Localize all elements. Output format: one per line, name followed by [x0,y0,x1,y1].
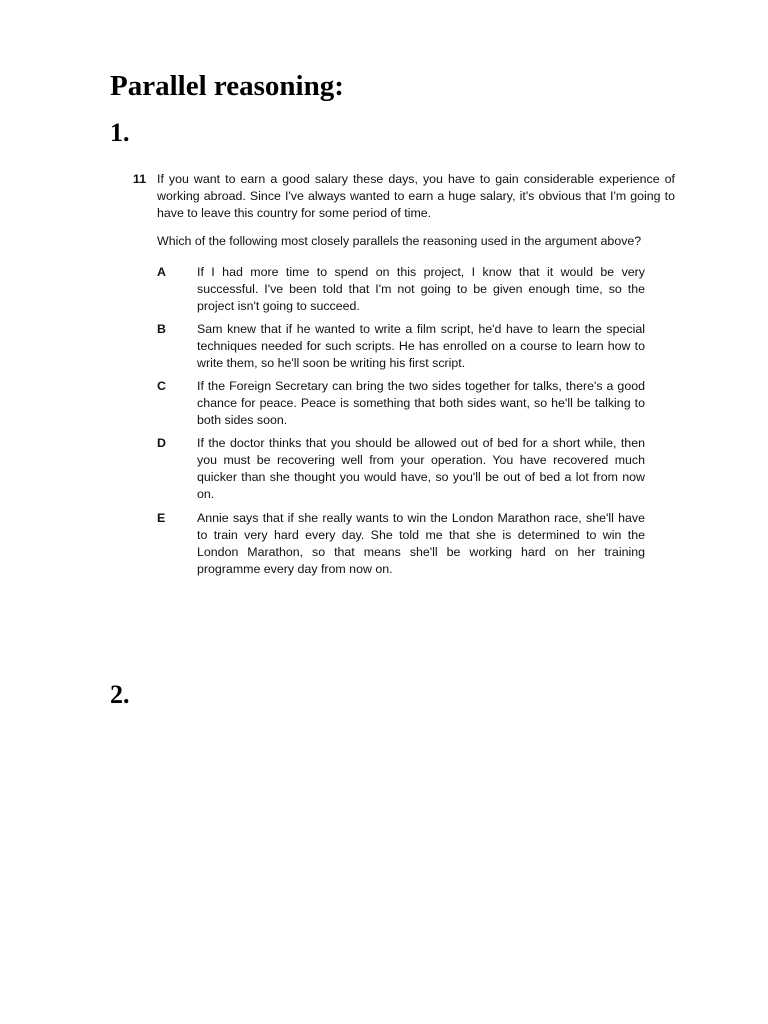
option-letter: B [157,322,166,336]
option-letter: A [157,265,166,279]
question-prompt: Which of the following most closely parallels the reasoning used in the argument above? [157,234,642,248]
option-text: If the doctor thinks that you should be allowed out of bed for a short while, then you must be recovering well from your operation. You have recovered much quicker than she thought you would have, so you'll be out of bed a lot from now on. [197,436,645,501]
option-text: If I had more time to spend on this project, I know that it would be very successful. I've been told that I'm not going to be given enough time, so the project isn't going to succeed. [197,265,645,313]
option-text: Annie says that if she really wants to win the London Marathon race, she'll have to train very hard every day. She told me that she is determined to win the London Marathon, so that means she'll be working hard on her training programme every day from now on. [197,511,645,576]
option-letter: D [157,436,166,450]
option-text: If the Foreign Secretary can bring the two sides together for talks, there's a good chance for peace. Peace is something that both sides want, so he'll be talking to both sides soon. [197,379,645,427]
section-number-2: 2. [110,680,130,709]
option-text: Sam knew that if he wanted to write a film script, he'd have to learn the special techniques needed for such scripts. He has enrolled on a course to learn how to write them, so he'll soon be writing his first script. [197,322,645,370]
page-title: Parallel reasoning: [110,70,344,102]
question-excerpt [126,166,678,582]
option-letter: C [157,379,166,393]
option-letter: E [157,511,166,525]
section-number-1: 1. [110,118,130,147]
question-number: 11 [133,172,147,186]
question-text: If you want to earn a good salary these days, you have to gain considerable experience of working abroad. Since I've always wanted to earn a huge salary, it's obvious that I'm going to have to leave this country for some period of time. [157,172,675,220]
